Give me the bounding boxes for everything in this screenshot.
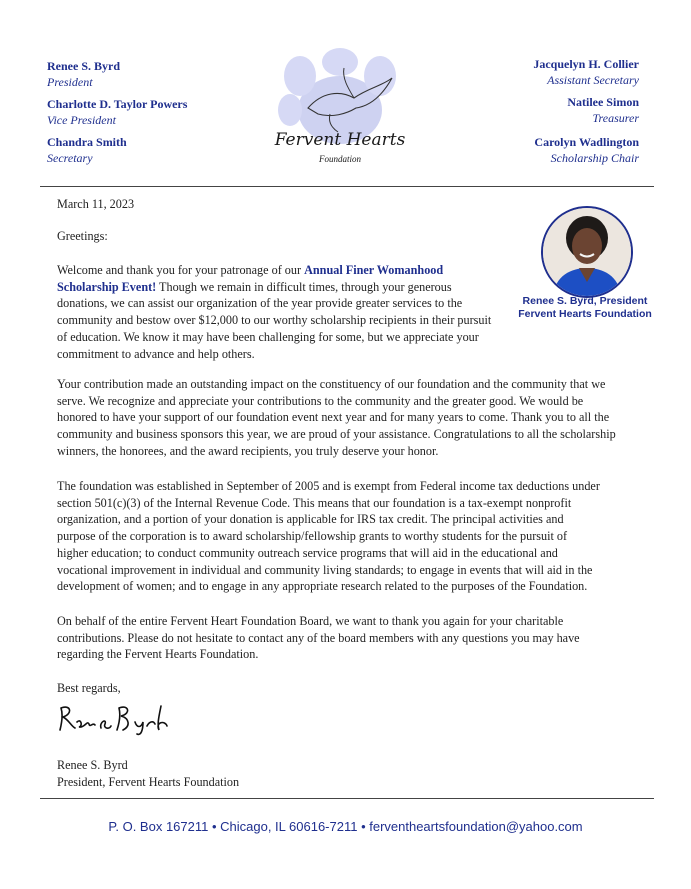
portrait-image (543, 208, 631, 296)
text-line: contributions. Please do not hesitate to contact any of the board members with any questions you may have (57, 630, 580, 645)
header-divider (40, 186, 654, 187)
text-line: section 501(c)(3) of the Internal Revenue Code. This means that our foundation is a tax-exempt nonprofit (57, 495, 572, 510)
letter-greeting: Greetings: (57, 229, 108, 243)
text-line: community and bestow over $12,000 to our worthy scholarship recipients in their pursuit (57, 313, 492, 328)
paragraph-thanks (57, 613, 580, 663)
letter-date: March 11, 2023 (57, 197, 135, 211)
paragraph-foundation (57, 478, 600, 595)
text-line: serve. We recognize and appreciate your contributions to the community and the greater good. We would be (57, 393, 584, 408)
closing: Best regards, (57, 681, 121, 695)
text-line: community and business sponsors this year, we are proud of your assistance. Congratulations to all the scholarship (57, 427, 616, 442)
signature (57, 700, 172, 736)
officer-name: Charlotte D. Taylor Powers (47, 97, 188, 111)
officer-president (47, 58, 120, 90)
text-line: Scholarship Event! Though we remain in difficult times, through your generous (57, 279, 452, 294)
officer-name: Carolyn Wadlington (534, 135, 639, 149)
text-line: donations, we can assist our organization of the year provide greater services to the (57, 296, 463, 311)
logo-subtitle: Foundation (319, 154, 361, 164)
president-photo (541, 206, 633, 298)
officer-vice-president (47, 96, 187, 128)
officer-title: Secretary (47, 151, 93, 165)
text-line: purpose of the corporation is to award scholarship/fellowship grants to worthy students for the pursuit of (57, 529, 568, 544)
officer-title: Treasurer (592, 111, 639, 125)
officer-title: Scholarship Chair (550, 151, 639, 165)
handwritten-signature (57, 700, 172, 736)
footer-divider (40, 798, 654, 799)
text-line: higher education; to conduct community outreach service programs that will aid in the educational and (57, 545, 558, 560)
text-line: of education. We know it may have been challenging for some, but we appreciate your (57, 329, 479, 344)
text-line: regarding the Fervent Hearts Foundation. (57, 647, 259, 662)
signer-title: President, Fervent Hearts Foundation (57, 775, 240, 789)
officer-title: Vice President (47, 113, 116, 127)
officer-title: Assistant Secretary (547, 73, 639, 87)
officer-name: Chandra Smith (47, 135, 127, 149)
foundation-logo (270, 48, 410, 176)
text-line: honored to have your support of our foundation event next year and for many years to come. Thank you to all the (57, 410, 610, 425)
event-name: Annual Finer Womanhood (304, 263, 444, 277)
paragraph-welcome (57, 262, 491, 362)
text-line: On behalf of the entire Fervent Heart Foundation Board, we want to thank you again for your charitable (57, 614, 564, 628)
officer-treasurer (567, 94, 639, 126)
signer-name: Renee S. Byrd (57, 758, 128, 772)
officer-name: Jacquelyn H. Collier (533, 57, 639, 71)
officer-title: President (47, 75, 93, 89)
footer-contact: P. O. Box 167211 • Chicago, IL 60616-7211 • ferventheartsfoundation@yahoo.com (108, 819, 583, 834)
text-line: The foundation was established in September of 2005 and is exempt from Federal income tax deductions under (57, 479, 600, 493)
event-name: Scholarship Event! (57, 279, 157, 294)
text-line: Welcome and thank you for your patronage of our Annual Finer Womanhood (57, 263, 444, 277)
officer-assistant-secretary (533, 56, 639, 88)
officer-name: Natilee Simon (567, 95, 639, 109)
photo-caption (510, 295, 660, 320)
text-line: winners, the honorees, and the award recipients, you truly deserve your honor. (57, 443, 439, 458)
caption-line: Renee S. Byrd, President (522, 295, 648, 307)
officer-scholarship-chair (534, 134, 639, 166)
caption-line: Fervent Hearts Foundation (518, 307, 652, 320)
officer-secretary (47, 134, 127, 166)
officer-name: Renee S. Byrd (47, 59, 120, 73)
text-line: organization, and a portion of your donation is applicable for IRS tax credit. The principal activities and (57, 512, 564, 527)
text-line: development of women; and to engage in any appropriate research related to the purposes of the Foundation. (57, 579, 588, 594)
paragraph-contribution (57, 376, 616, 460)
text-line: vocational improvement in individual and community living standards; to engage in events that will aid in the (57, 562, 593, 577)
text-line: Your contribution made an outstanding impact on the constituency of our foundation and the community that we (57, 377, 606, 391)
logo-title: Fervent Hearts (274, 130, 406, 150)
text-line: commitment to advance and help others. (57, 346, 255, 361)
